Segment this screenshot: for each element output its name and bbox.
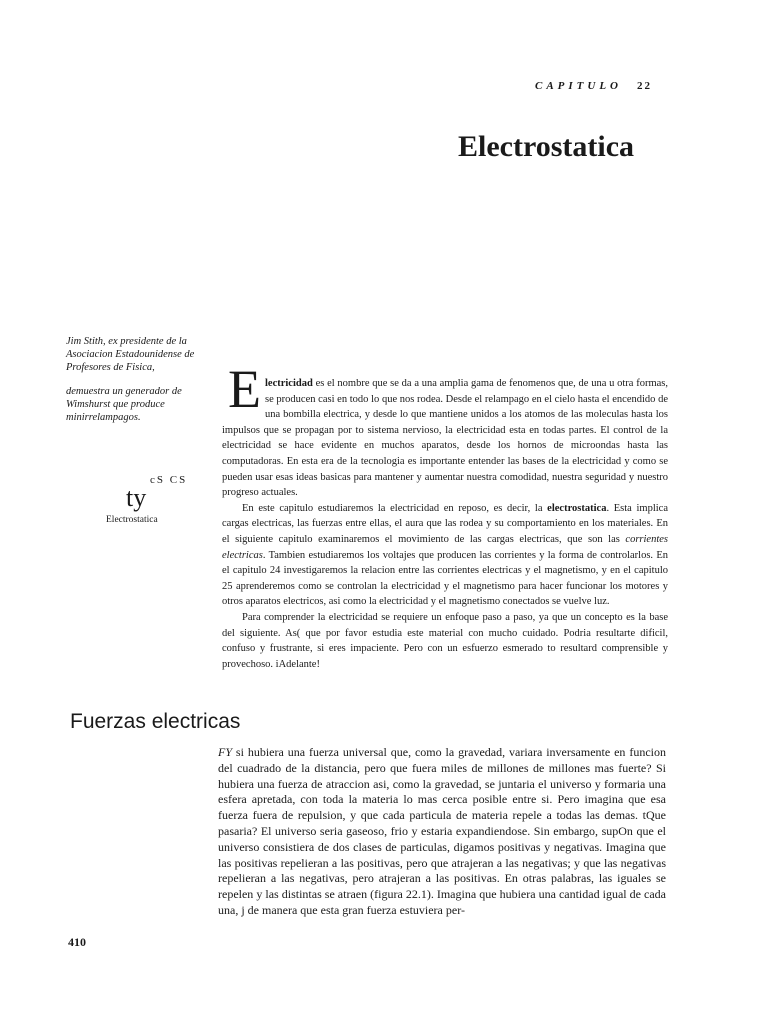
section-heading: Fuerzas electricas bbox=[70, 710, 241, 733]
drop-cap: E bbox=[228, 359, 261, 419]
intro-keyword: lectricidad bbox=[265, 378, 313, 389]
intro-paragraph-2 bbox=[222, 501, 668, 610]
figure-glyph: ty bbox=[126, 483, 147, 512]
section-p1-text: si hubiera una fuerza universal que, como la gravedad, variara inversamente en funcion del cuadrado de la distancia, pero que fuera miles de millones de millones mas fuerte? Si hubiera una fuerza de atraccion asi, como la gravedad, se juntaria el universo y formaria una esfera apretada, con toda la materia lo mas cerca posible entre si. Pero imagina que esa fuerza fuera de repulsion, y que cada particula de materia repele a todas las demas. tQue pasaria? El universo seria gaseoso, frio y estaria expandiendose. Sin embargo, supOn que el universo consistiera de dos clases de particulas, digamos positivas y negativas. Imagina que las positivas repelieran a las positivas, pero que atrajeran a las negativas; y que las negativas repelieran a las negativas, pero atrajeran a las positivas. En otras palabras, las iguales se repelen y las distintas se atraen (figura 22.1). Imagina que hubiera una cantidad igual de cada una, j de manera que esta gran fuerza estuviera per- bbox=[218, 745, 666, 917]
page-number: 410 bbox=[68, 935, 86, 949]
intro-p2-part-c: . Tambien estudiaremos los voltajes que producen las corrientes y la forma de controlarlos. En el capitulo 24 investigaremos la relacion entre las corrientes electricas y el magnetismo, y en el capitulo 25 aprenderemos como se controlan la electricidad y el magnetismo para hacer funcionar los motores y otros aparatos electricos, asi como la electricidad y el magnetismo conectados se vuelve luz. bbox=[222, 549, 668, 608]
intro-text bbox=[222, 359, 668, 672]
photo-caption bbox=[66, 335, 206, 424]
intro-paragraph-3: Para comprender la electricidad se requiere un enfoque paso a paso, ya que un concepto es la base del siguiente. As( que por favor estudia este material con mucho cuidado. Podria resultarte dificil, confuso y frustrante, si eres impaciente. Pero con un esfuerzo esmerado to resultard comprensible y provechoso. iAdelante! bbox=[222, 611, 668, 670]
section-text bbox=[218, 745, 666, 919]
figure-marks: cS CS bbox=[150, 474, 188, 486]
intro-p2-italic: corrientes electricas bbox=[222, 533, 668, 561]
chapter-label: CAPITULO bbox=[535, 80, 622, 92]
intro-paragraph-1 bbox=[222, 359, 668, 501]
section-paragraph-1 bbox=[218, 745, 666, 919]
figure-label: Electrostatica bbox=[106, 515, 158, 525]
chapter-number: 22 bbox=[637, 80, 652, 92]
caption-line-1: Jim Stith, ex presidente de la Asociacion Estadounidense de Profesores de Fisica, bbox=[66, 336, 195, 374]
intro-p1-text: es el nombre que se da a una amplia gama de fenomenos que, de una u otra formas, se producen casi en todo lo que nos rodea. Desde el relampago en el cielo hasta el encendido de una bombilla electrica, y desde lo que mantiene unidos a los atomos de las moleculas hasta los impulsos que se propagan por to sistema nervioso, la electricidad esta en todas partes. El control de la electricidad se hace evidente en muchos aparatos, desde los hornos de microondas hasta las computadoras. En esta era de la tecnologia es importante entender las bases de la electricidad y como se pueden usar esas ideas basicas para mantener y aumentar nuestra comodidad, nuestra seguridad y nuestro progreso actuales. bbox=[222, 378, 668, 499]
caption-line-2: demuestra un generador de Wimshurst que produce minirrelampagos. bbox=[66, 385, 182, 424]
intro-p2-keyword: electrostatica bbox=[547, 502, 607, 514]
intro-p2-part-b: . Esta implica cargas electricas, las fuerzas entre ellas, el aura que las rodea y su comportamiento en los materiales. En el siguiente capitulo examinaremos el movimiento de las cargas electricas, que son las bbox=[222, 502, 668, 545]
section-p1-italic: FY bbox=[218, 745, 233, 759]
intro-p2-part-a: En este capitulo estudiaremos la electricidad en reposo, es decir, la bbox=[242, 502, 548, 514]
chapter-title: Electrostatica bbox=[458, 130, 635, 163]
